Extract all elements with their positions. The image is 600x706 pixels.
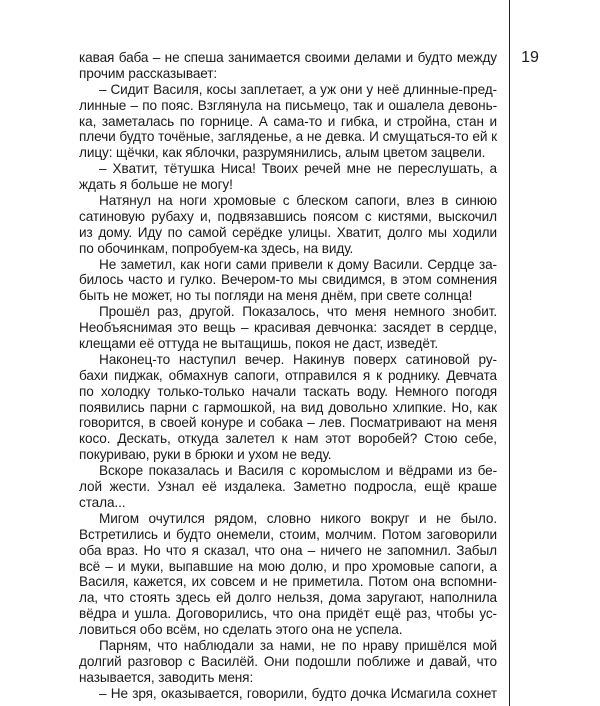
- text-line: лой жести. Узнал её издалека. Заметно подросла, ещё краше: [79, 479, 497, 495]
- text-line: ка, заметалась по горнице. А сама-то и гибка, и стройна, стан и: [79, 113, 497, 129]
- text-line: долгий разговор с Василёй. Они подошли поближе и давай, что: [79, 653, 497, 669]
- text-line: клещами её оттуда не вытащишь, покоя не даст, изведёт.: [79, 336, 439, 352]
- text-line: – Сидит Василя, косы заплетает, а уж они у неё длинные-пред-: [99, 81, 497, 97]
- text-line: лицу: щёчки, как яблочки, разрумянились, алым цветом зацвели.: [79, 145, 486, 161]
- text-line: всё – и муки, выпавшие на мою долю, и про хромовые сапоги, а: [79, 558, 497, 574]
- text-line: по обочинкам, попробуем-ка здесь, на виду.: [79, 240, 354, 256]
- text-line: оба враз. Но что я сказал, что она – ничего не запомнил. Забыл: [79, 542, 497, 558]
- text-line: Парням, что наблюдали за нами, не по нраву пришёлся мой: [99, 637, 497, 653]
- page-edge-line: [509, 0, 510, 706]
- text-line: Мигом очутился рядом, словно никого вокруг и не было.: [99, 510, 497, 526]
- text-line: бахи пиджак, обмахнув сапоги, отправился я к роднику. Девчата: [79, 367, 497, 383]
- text-line: стала...: [79, 494, 126, 510]
- text-line: покуриваю, руки в брюки и ухом не веду.: [79, 447, 332, 463]
- page-number: 19: [521, 49, 539, 66]
- text-line: косо. Дескать, откуда залетел к нам этот воробей? Стою себе,: [79, 431, 497, 447]
- text-line: сатиновую рубаху и, подвязавшись поясом с кистями, выскочил: [79, 208, 497, 224]
- text-line: называется, заводить меня:: [79, 669, 254, 685]
- text-line: Не заметил, как ноги сами привели к дому Васили. Сердце за-: [99, 256, 497, 272]
- text-line: билось часто и гулко. Вечером-то мы свидимся, в этом сомнения: [79, 272, 497, 288]
- text-line: Василя, кажется, их совсем и не приметила. Потом она вспомни-: [79, 574, 497, 590]
- text-line: Необъяснимая это вещь – красивая девчонка: засядет в сердце,: [79, 320, 497, 336]
- text-line: Прошёл раз, другой. Показалось, что меня немного знобит.: [99, 304, 497, 320]
- text-line: прочим рассказывает:: [79, 65, 218, 81]
- text-line: Встретились и будто онемели, стоим, молчим. Потом заговорили: [79, 526, 497, 542]
- text-line: ла, что стоять здесь ей долго нельзя, дома заругают, наполнила: [79, 590, 497, 606]
- text-line: – Не зря, оказывается, говорили, будто дочка Исмагила сохнет: [99, 685, 497, 701]
- text-line: Вскоре показалась и Василя с коромыслом и вёдрами из бе-: [99, 463, 497, 479]
- text-line: ловиться обо всём, но сделать этого она не успела.: [79, 622, 403, 638]
- text-line: кавая баба – не спеша занимается своими делами и будто между: [79, 50, 497, 65]
- text-line: Наконец-то наступил вечер. Накинув поверх сатиновой ру-: [99, 351, 497, 367]
- text-line: Натянул на ноги хромовые с блеском сапоги, влез в синюю: [99, 193, 497, 209]
- body-text: [79, 50, 497, 702]
- text-line: – Хватит, тётушка Ниса! Твоих речей мне не переслушать, а: [99, 161, 497, 177]
- text-line: говорится, в своей конуре и собака – лев. Посматривают на меня: [79, 415, 497, 431]
- text-line: быть не может, но ты погляди на меня днём, при свете солнца!: [79, 288, 473, 304]
- text-line: из дому. Иду по самой серёдке улицы. Хватит, долго мы ходили: [79, 224, 497, 240]
- text-line: появились парни с гармошкой, на вид довольно хлипкие. Но, как: [79, 399, 497, 415]
- text-line: вёдра и ушла. Договорились, что она придёт ещё раз, чтобы ус-: [79, 606, 497, 622]
- text-line: линные – по пояс. Взглянула на письмецо, так и ошалела девонь-: [79, 97, 497, 113]
- text-line: плечи будто точёные, загляденье, а не девка. И смущаться-то ей к: [79, 129, 497, 145]
- text-line: по холодку только-только начали таскать воду. Немного погодя: [79, 383, 497, 399]
- text-line: ждать я больше не могу!: [79, 177, 233, 193]
